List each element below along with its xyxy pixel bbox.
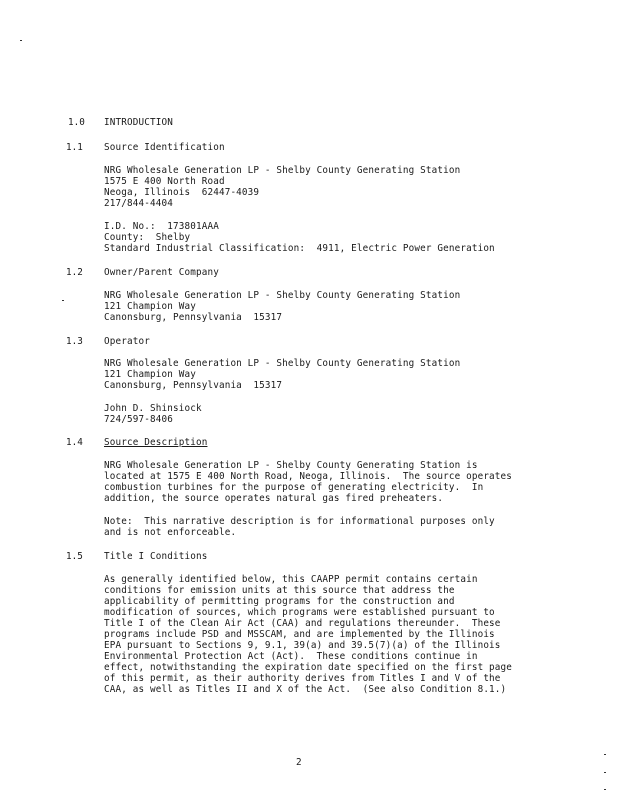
source-address-line2: Neoga, Illinois 62447-4039: [104, 187, 260, 198]
section-number: 1.2: [66, 267, 83, 278]
scan-speck: [604, 754, 606, 755]
section-title-title-i-conditions: Title I Conditions: [104, 551, 208, 562]
source-name: NRG Wholesale Generation LP - Shelby County Generating Station: [104, 165, 461, 176]
owner-address-line2: Canonsburg, Pennsylvania 15317: [104, 312, 283, 323]
operator-contact: John D. Shinsiock: [104, 403, 202, 414]
section-title-operator: Operator: [104, 336, 150, 347]
operator-contact-phone: 724/597-8406: [104, 414, 173, 425]
conditions-line: EPA pursuant to Sections 9, 9.1, 39(a) and 39.5(7)(a) of the Illinois: [104, 640, 501, 651]
operator-address-line1: 121 Champion Way: [104, 369, 196, 380]
description-line: NRG Wholesale Generation LP - Shelby County Generating Station is: [104, 460, 478, 471]
description-note-line: Note: This narrative description is for informational purposes only: [104, 516, 495, 527]
section-number: 1.0: [68, 117, 85, 128]
source-address-line1: 1575 E 400 North Road: [104, 176, 225, 187]
source-sic: Standard Industrial Classification: 4911, Electric Power Generation: [104, 243, 495, 254]
conditions-line: Environmental Protection Act (Act). These conditions continue in: [104, 651, 478, 662]
section-number: 1.5: [66, 551, 83, 562]
scan-speck: [20, 40, 22, 41]
owner-address-line1: 121 Champion Way: [104, 301, 196, 312]
section-title-owner: Owner/Parent Company: [104, 267, 219, 278]
source-county: County: Shelby: [104, 232, 191, 243]
conditions-line: CAA, as well as Titles II and X of the Act. (See also Condition 8.1.): [104, 684, 507, 695]
page-number: 2: [296, 757, 302, 768]
source-phone: 217/844-4404: [104, 198, 173, 209]
conditions-line: modification of sources, which programs were established pursuant to: [104, 607, 495, 618]
conditions-line: As generally identified below, this CAAPP permit contains certain: [104, 574, 478, 585]
description-line: combustion turbines for the purpose of generating electricity. In: [104, 482, 484, 493]
description-line: addition, the source operates natural gas fired preheaters.: [104, 493, 444, 504]
owner-name: NRG Wholesale Generation LP - Shelby County Generating Station: [104, 290, 461, 301]
operator-address-line2: Canonsburg, Pennsylvania 15317: [104, 380, 283, 391]
conditions-line: conditions for emission units at this source that address the: [104, 585, 455, 596]
scan-speck: [62, 300, 64, 301]
section-number: 1.4: [66, 437, 83, 448]
conditions-line: programs include PSD and MSSCAM, and are implemented by the Illinois: [104, 629, 495, 640]
conditions-line: of this permit, as their authority derives from Titles I and V of the: [104, 673, 501, 684]
scan-speck: [604, 789, 606, 790]
description-line: located at 1575 E 400 North Road, Neoga, Illinois. The source operates: [104, 471, 513, 482]
section-number: 1.3: [66, 336, 83, 347]
description-note-line: and is not enforceable.: [104, 527, 237, 538]
operator-name: NRG Wholesale Generation LP - Shelby County Generating Station: [104, 358, 461, 369]
conditions-line: applicability of permitting programs for the construction and: [104, 596, 455, 607]
section-title-source-identification: Source Identification: [104, 142, 225, 153]
section-number: 1.1: [66, 142, 83, 153]
conditions-line: effect, notwithstanding the expiration date specified on the first page: [104, 662, 513, 673]
scan-speck: [604, 772, 606, 773]
source-id-number: I.D. No.: 173801AAA: [104, 221, 219, 232]
section-title-source-description: Source Description: [104, 437, 208, 448]
conditions-line: Title I of the Clean Air Act (CAA) and regulations thereunder. These: [104, 618, 501, 629]
section-title-introduction: INTRODUCTION: [104, 117, 173, 128]
